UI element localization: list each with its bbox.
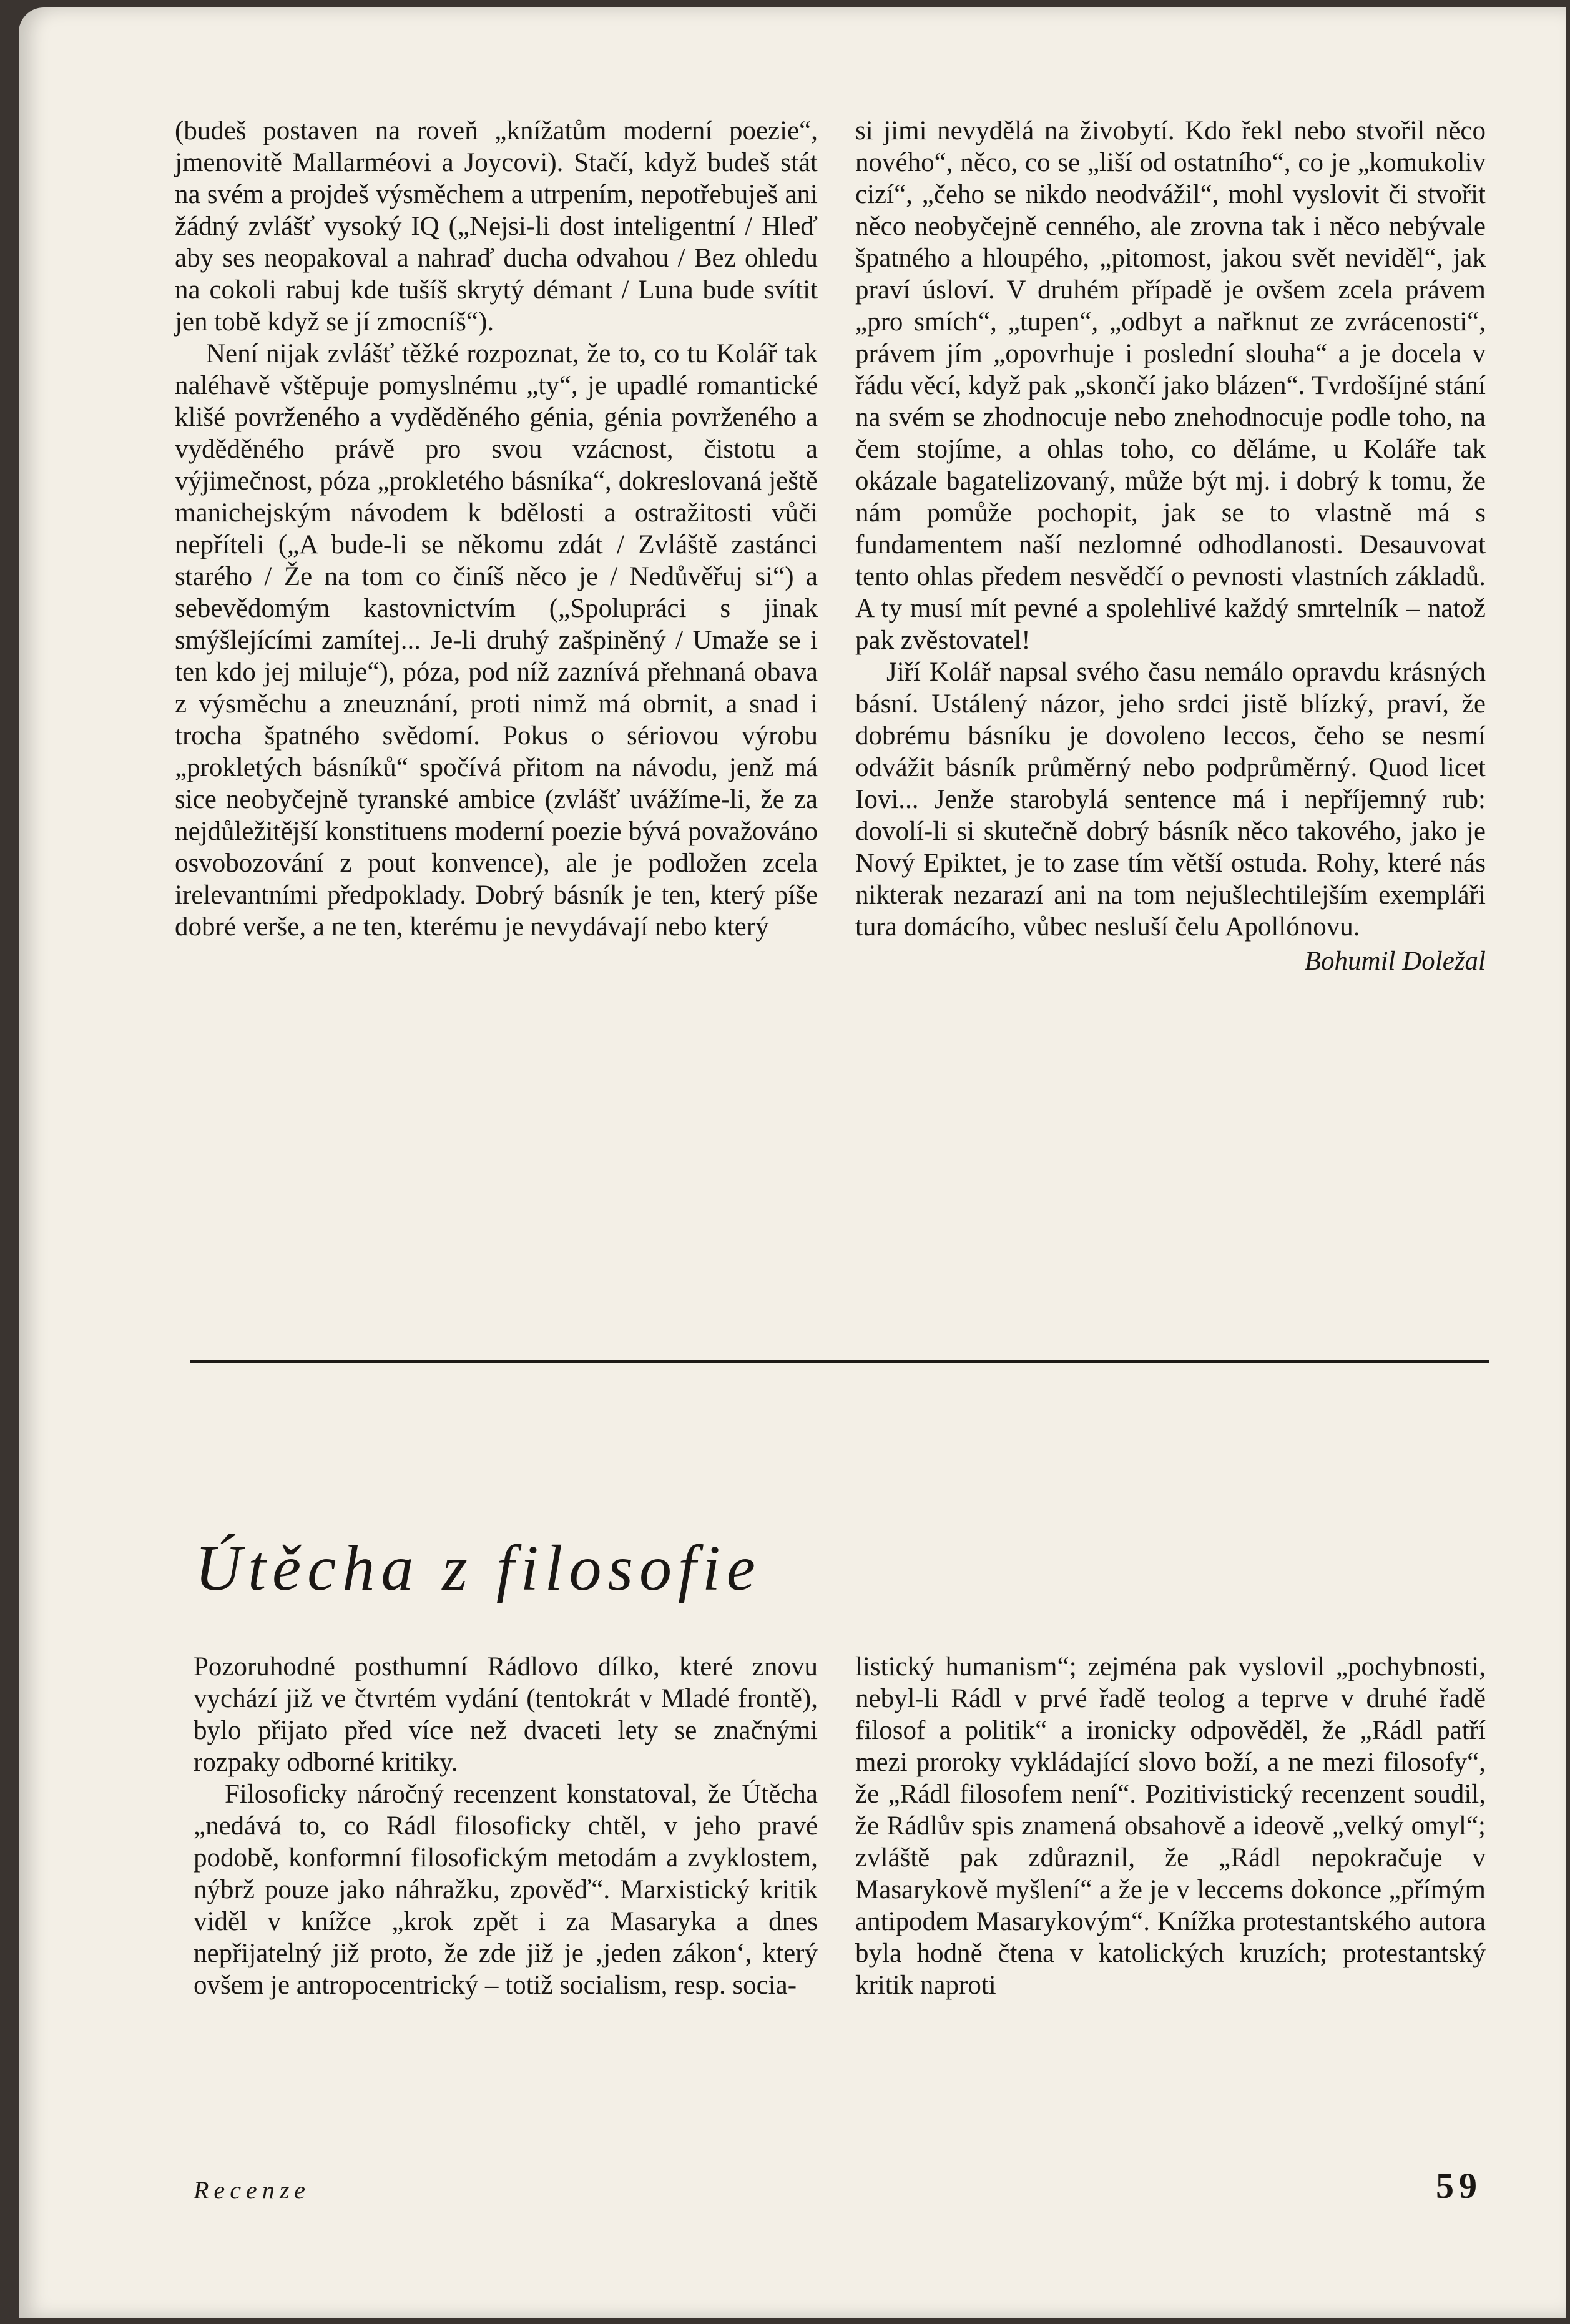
article-right-column xyxy=(855,1651,1486,2001)
review-paragraph: Není nijak zvlášť těžké rozpoznat, že to, co tu Kolář tak naléhavě vštěpuje pomyslnému „ty“, je upadlé romantické klišé povrženého a vyděděného génia, génia povrženého a vyděděného právě pro svou vzácnost, čistotu a výjimečnost, póza „prokletého básníka“, dokreslovaná ještě manichejským návodem k bdělosti a ostražitosti vůči nepříteli („A bude-li se někomu zdát / Zvláště zastánci starého / Že na tom co činíš něco je / Nedůvěřuj si“) a sebevědomým kastovnictvím („Spolupráci s jinak smýšlejícími zamítej... Je-li druhý zašpiněný / Umaže se i ten kdo jej miluje“), póza, pod níž zaznívá přehnaná obava z výsměchu a zneuznání, proti nimž má obrnit, a snad i trocha špatného svědomí. Pokus o sériovou výrobu „prokletých básníků“ spočívá přitom na návodu, jenž má sice neobyčejně tyranské ambice (zvlášť uvážíme-li, že za nejdůležitější konstituens moderní poezie bývá považováno osvobozování z pout konvence), ale je podložen zcela irelevantními předpoklady. Dobrý básník je ten, který píše dobré verše, a ne ten, kterému je nevydávají nebo který xyxy=(175,339,818,942)
review-left-column xyxy=(175,115,818,943)
article-left-column xyxy=(194,1651,818,2001)
review-right-column xyxy=(855,115,1486,977)
section-label: Recenze xyxy=(194,2176,311,2204)
author-signature: Bohumil Doležal xyxy=(1304,947,1486,976)
article-paragraph: Filosoficky náročný recenzent konstatoval, že Útěcha „nedává to, co Rádl filosoficky chtěl, v jeho pravé podobě, konformní filosofickým metodám a zvyklostem, nýbrž pouze jako náhražku, zpověď“. Marxistický kritik viděl v knížce „krok zpět i za Masaryka a dnes nepřijatelný již proto, že zde již je ‚jeden zákon‘, který ovšem je antropocentrický – totiž socialism, resp. socia- xyxy=(194,1780,818,2000)
review-paragraph: (budeš postaven na roveň „knížatům moderní poezie“, jmenovitě Mallarméovi a Joycovi). Stačí, když budeš stát na svém a projdeš výsměchem a utrpením, nepotřebuješ ani žádný zvlášť vysoký IQ („Nejsi-li dost inteligentní / Hleď aby ses neopakoval a nahraď ducha odvahou / Bez ohledu na cokoli rabuj kde tušíš skrytý démant / Luna bude svítit jen tobě když se jí zmocníš“). xyxy=(175,116,818,337)
page-number: 59 xyxy=(1436,2165,1482,2206)
review-paragraph: si jimi nevydělá na živobytí. Kdo řekl nebo stvořil něco nového“, něco, co se „liší od ostatního“, co je „komukoliv cizí“, „čeho se nikdo neodvážil“, mohl vyslovit či stvořit něco neobyčejně cenného, ale zrovna tak i něco nebývale špatného a hloupého, „pitomost, jakou svět neviděl“, jak praví úsloví. V druhém případě je ovšem zcela právem „pro smích“, „tupen“, „odbyt a nařknut ze zvrácenosti“, právem jím „opovrhuje i poslední slouha“ a je docela v řádu věcí, když pak „skončí jako blázen“. Tvrdošíjné stání na svém se zhodnocuje nebo znehodnocuje podle toho, na čem stojíme, a ohlas toho, co děláme, u Koláře tak okázale bagatelizovaný, může být mj. i dobrý k tomu, že nám pomůže pochopit, jak se to vlastně má s fundamentem naší nezlomné odhodlanosti. Desauvovat tento ohlas předem nesvědčí o pevnosti vlastních základů. A ty musí mít pevné a spolehlivé každý smrtelník – natož pak zvěstovatel! xyxy=(855,116,1486,655)
section-divider xyxy=(190,1360,1489,1363)
magazine-page xyxy=(19,7,1566,2318)
review-paragraph: Jiří Kolář napsal svého času nemálo opravdu krásných básní. Ustálený názor, jeho srdci jistě blízký, praví, že dobrému básníku je dovoleno leccos, čeho se nesmí odvážit básník průměrný nebo podprůměrný. Quod licet Iovi... Jenže starobylá sentence má i nepříjemný rub: dovolí-li si skutečně dobrý básník něco takového, jako je Nový Epiktet, je to zase tím větší ostuda. Rohy, které nás nikterak nezarazí ani na tom nejušlechtilejším exempláři tura domácího, vůbec nesluší čelu Apollónovu. xyxy=(855,657,1486,942)
article-title: Útěcha z filosofie xyxy=(195,1532,762,1604)
article-paragraph: Pozoruhodné posthumní Rádlovo dílko, které znovu vychází již ve čtvrtém vydání (tentokrát v Mladé frontě), bylo přijato před více než dvaceti lety se značnými rozpaky odborné kritiky. xyxy=(194,1652,818,1777)
article-paragraph: listický humanism“; zejména pak vyslovil „pochybnosti, nebyl-li Rádl v prvé řadě teolog a teprve v druhé řadě filosof a politik“ a ironicky odpověděl, že „Rádl patří mezi proroky vykládající slovo boží, a ne mezi filosofy“, že „Rádl filosofem není“. Pozitivistický recenzent soudil, že Rádlův spis znamená obsahově a ideově „velký omyl“; zvláště pak zdůraznil, že „Rádl nepokračuje v Masarykově myšlení“ a že je v leccems dokonce „přímým antipodem Masarykovým“. Knížka protestantského autora byla hodně čtena v katolických kruzích; protestantský kritik naproti xyxy=(855,1652,1486,2000)
